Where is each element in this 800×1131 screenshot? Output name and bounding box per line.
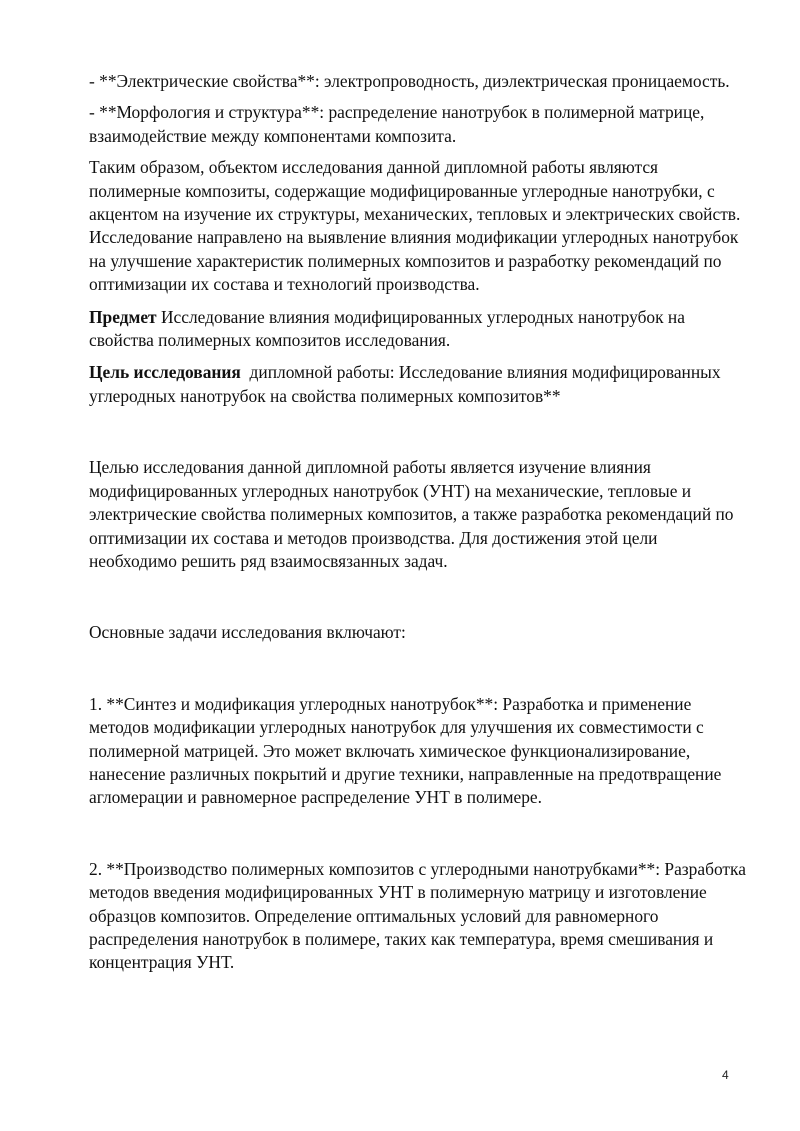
paragraph-electrical-properties: - **Электрические свойства**: электропроводность, диэлектрическая проницаемость. [89, 71, 730, 91]
goal-text: дипломной работы: Исследование влияния модифицированных углеродных нанотрубок на свойства полимерных композитов** [89, 362, 725, 406]
goal-label: Цель исследования [89, 362, 241, 383]
paragraph-research-aim: Целью исследования данной дипломной работы является изучение влияния модифицированных углеродных нанотрубок (УНТ) на механические, тепловые и электрические свойства полимерных композитов, а также разработка рекомендаций по оптимизации их состава и методов производства. Для достижения этой цели необходимо решить ряд взаимосвязанных задач. [89, 457, 734, 571]
subject-text: Исследование влияния модифицированных углеродных нанотрубок на свойства полимерных композитов исследования. [89, 306, 685, 351]
paragraph-morphology-structure: - **Морфология и структура**: распределение нанотрубок в полимерной матрице, взаимодействие между компонентами композита. [89, 102, 705, 146]
paragraph-research-goal [89, 361, 749, 408]
paragraph-task-2: 2. **Производство полимерных композитов с углеродными нанотрубками**: Разработка методов введения модифицированных УНТ в полимерную матрицу и изготовление образцов композитов. Определение оптимальных условий для равномерного распределения нанотрубок в полимере, таких как температура, время смешивания и концентрация УНТ. [89, 858, 746, 973]
paragraph-task-1: 1. **Синтез и модификация углеродных нанотрубок**: Разработка и применение методов модификации углеродных нанотрубок для улучшения их совместимости с полимерной матрицей. Это может включать химическое функционализирование, нанесение различных покрытий и другие техники, направленные на предотвращение агломерации и равномерное распределение УНТ в полимере. [89, 693, 722, 808]
page-number: 4 [722, 1068, 729, 1082]
paragraph-research-object: Таким образом, объектом исследования данной дипломной работы являются полимерные композиты, содержащие модифицированные углеродные нанотрубки, с акцентом на изучение их структуры, механических, тепловых и электрических свойств. Исследование направлено на выявление влияния модификации углеродных нанотрубок на улучшение характеристик полимерных композитов и разработку рекомендаций по оптимизации их состава и технологий производства. [89, 157, 741, 295]
document-page [89, 70, 749, 975]
paragraph-tasks-intro: Основные задачи исследования включают: [89, 622, 406, 643]
paragraph-research-subject [89, 306, 749, 353]
subject-label: Предмет [89, 306, 157, 327]
